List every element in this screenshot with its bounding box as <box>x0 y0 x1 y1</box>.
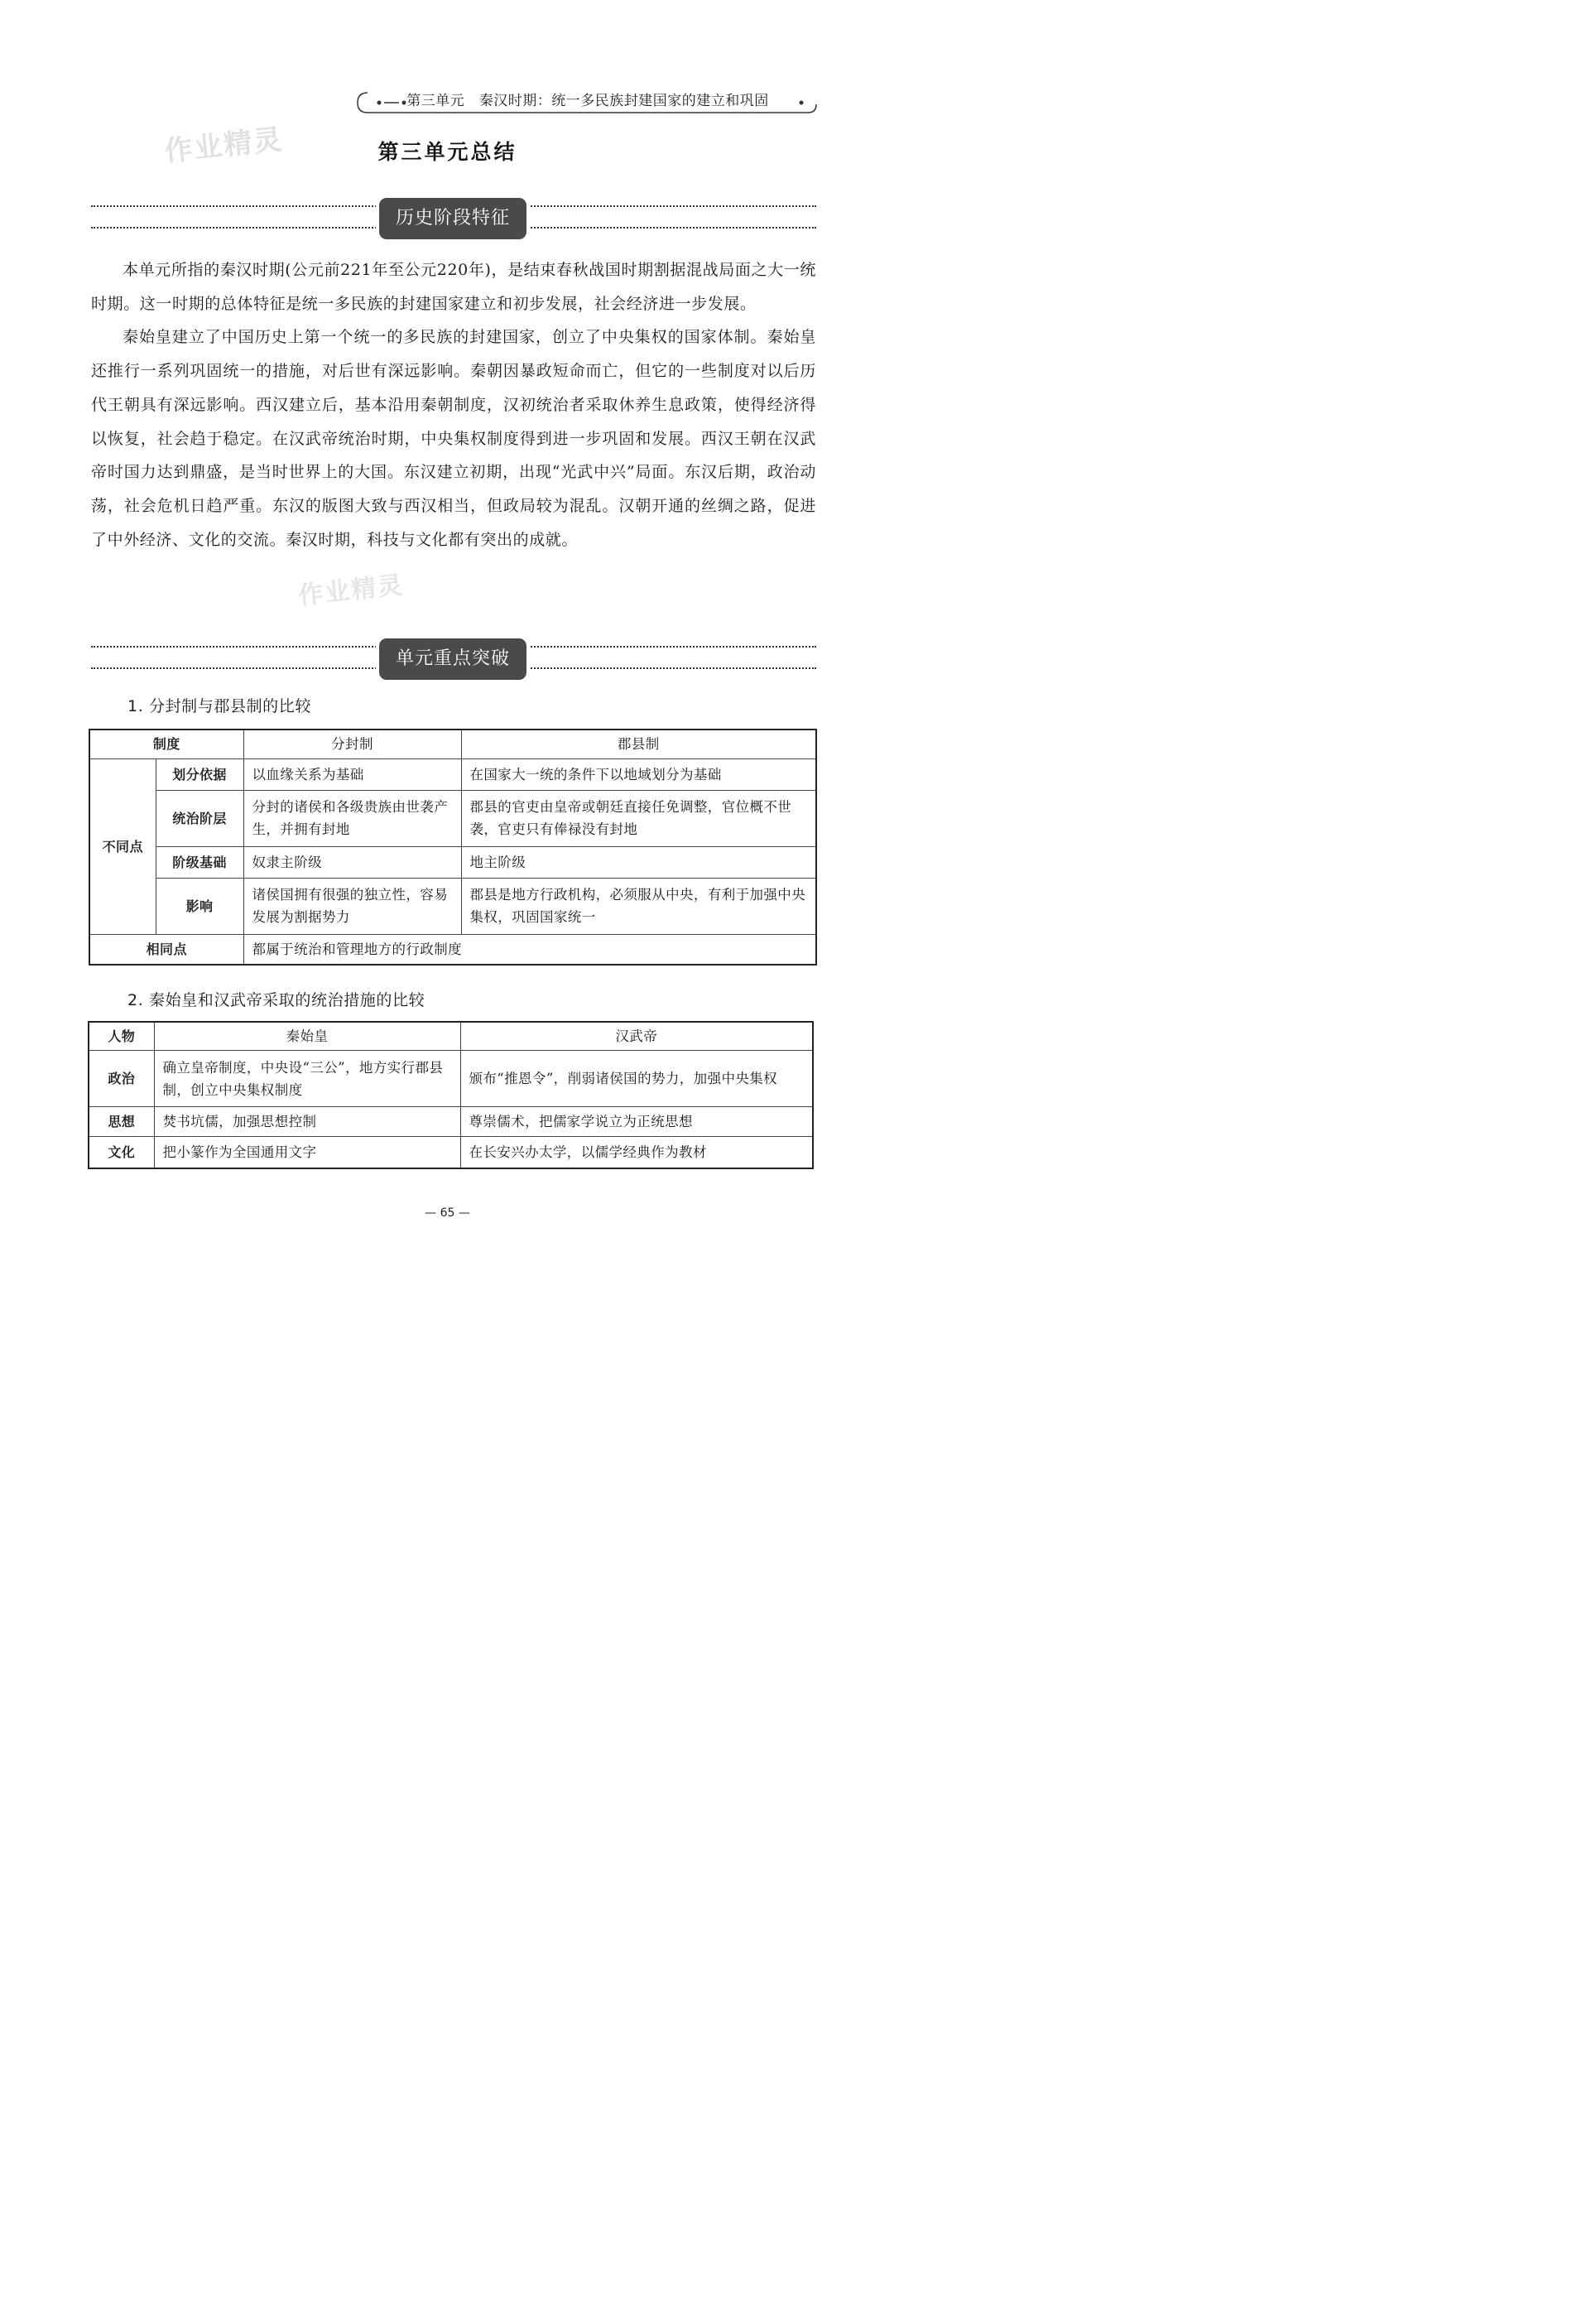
table-cell: 颁布“推恩令”，削弱诸侯国的势力，加强中央集权 <box>460 1051 813 1107</box>
table-cell: 焚书坑儒，加强思想控制 <box>154 1107 460 1137</box>
table-cell: 确立皇帝制度，中央设“三公”，地方实行郡县制，创立中央集权制度 <box>154 1051 460 1107</box>
comparison-table-feudal-vs-commandery <box>89 729 817 965</box>
table-row <box>89 1107 813 1137</box>
table-row <box>89 758 816 790</box>
row-label-cell: 相同点 <box>89 934 243 965</box>
table-cell: 以血缘关系为基础 <box>243 758 461 790</box>
table-row <box>89 878 816 934</box>
table-heading: 1. 分封制与郡县制的比较 <box>127 697 311 715</box>
section-title: 单元重点突破 <box>379 638 526 680</box>
table-cell: 尊崇儒术，把儒家学说立为正统思想 <box>460 1107 813 1137</box>
table-cell: 在国家大一统的条件下以地域划分为基础 <box>461 758 816 790</box>
header-cell: 分封制 <box>243 730 461 758</box>
section-banner-key-points <box>91 633 816 686</box>
header-cell: 秦始皇 <box>154 1022 460 1051</box>
table-cell: 郡县是地方行政机构，必须服从中央，有利于加强中央集权，巩固国家统一 <box>461 878 816 934</box>
row-label-cell: 统治阶层 <box>156 790 243 846</box>
paragraph: 秦始皇建立了中国历史上第一个统一的多民族的封建国家，创立了中央集权的国家体制。秦始皇还推行一系列巩固统一的措施，对后世有深远影响。秦朝因暴政短命而亡，但它的一些制度对以后历代王朝具有深远影响。西汉建立后，基本沿用秦朝制度，汉初统治者采取休养生息政策，使得经济得以恢复，社会趋于稳定。在汉武帝统治时期，中央集权制度得到进一步巩固和发展。西汉王朝在汉武帝时国力达到鼎盛，是当时世界上的大国。东汉建立初期，出现“光武中兴”局面。东汉后期，政治动荡，社会危机日趋严重。东汉的版图大致与西汉相当，但政局较为混乱。汉朝开通的丝绸之路，促进了中外经济、文化的交流。秦汉时期，科技与文化都有突出的成就。 <box>91 328 816 549</box>
table-row <box>89 934 816 965</box>
table-row <box>89 1051 813 1107</box>
paragraph: 本单元所指的秦汉时期(公元前221年至公元220年)，是结束春秋战国时期割据混战局面之大一统时期。这一时期的总体特征是统一多民族的封建国家建立和初步发展，社会经济进一步发展。 <box>91 261 816 313</box>
page-number: — 65 — <box>425 1206 470 1220</box>
header-cell: 人物 <box>89 1022 154 1051</box>
watermark-logo: 作业精灵 <box>296 571 406 611</box>
table-heading: 2. 秦始皇和汉武帝采取的统治措施的比较 <box>127 991 425 1009</box>
row-label-cell: 思想 <box>89 1107 154 1137</box>
stage-features-text <box>91 253 816 556</box>
running-header <box>356 89 820 114</box>
running-header-title: 第三单元 秦汉时期：统一多民族封建国家的建立和巩固 <box>406 93 769 109</box>
table-cell: 分封的诸侯和各级贵族由世袭产生，并拥有封地 <box>243 790 461 846</box>
table-header-row <box>89 730 816 758</box>
table-cell: 地主阶级 <box>461 846 816 878</box>
header-cell: 制度 <box>89 730 243 758</box>
row-label-cell: 划分依据 <box>156 758 243 790</box>
table-cell: 把小篆作为全国通用文字 <box>154 1137 460 1168</box>
page-title: 第三单元总结 <box>377 140 517 164</box>
table-cell: 奴隶主阶级 <box>243 846 461 878</box>
table-header-row <box>89 1022 813 1051</box>
table-cell: 在长安兴办太学，以儒学经典作为教材 <box>460 1137 813 1168</box>
table-cell: 都属于统治和管理地方的行政制度 <box>243 934 816 965</box>
row-label-cell: 影响 <box>156 878 243 934</box>
row-label-cell: 文化 <box>89 1137 154 1168</box>
table-row <box>89 790 816 846</box>
table-row <box>89 1137 813 1168</box>
watermark-logo: 作业精灵 <box>162 123 286 169</box>
table-cell: 诸侯国拥有很强的独立性，容易发展为割据势力 <box>243 878 461 934</box>
table-row <box>89 846 816 878</box>
table-cell: 郡县的官吏由皇帝或朝廷直接任免调整，官位概不世袭，官吏只有俸禄没有封地 <box>461 790 816 846</box>
textbook-page <box>0 0 895 1299</box>
row-label-cell: 政治 <box>89 1051 154 1107</box>
section-title: 历史阶段特征 <box>379 198 526 239</box>
row-label-cell: 阶级基础 <box>156 846 243 878</box>
header-cell: 郡县制 <box>461 730 816 758</box>
comparison-table-qin-vs-han <box>88 1021 814 1169</box>
section-banner-stage-features <box>91 192 816 245</box>
header-cell: 汉武帝 <box>460 1022 813 1051</box>
group-label-cell: 不同点 <box>89 758 156 934</box>
